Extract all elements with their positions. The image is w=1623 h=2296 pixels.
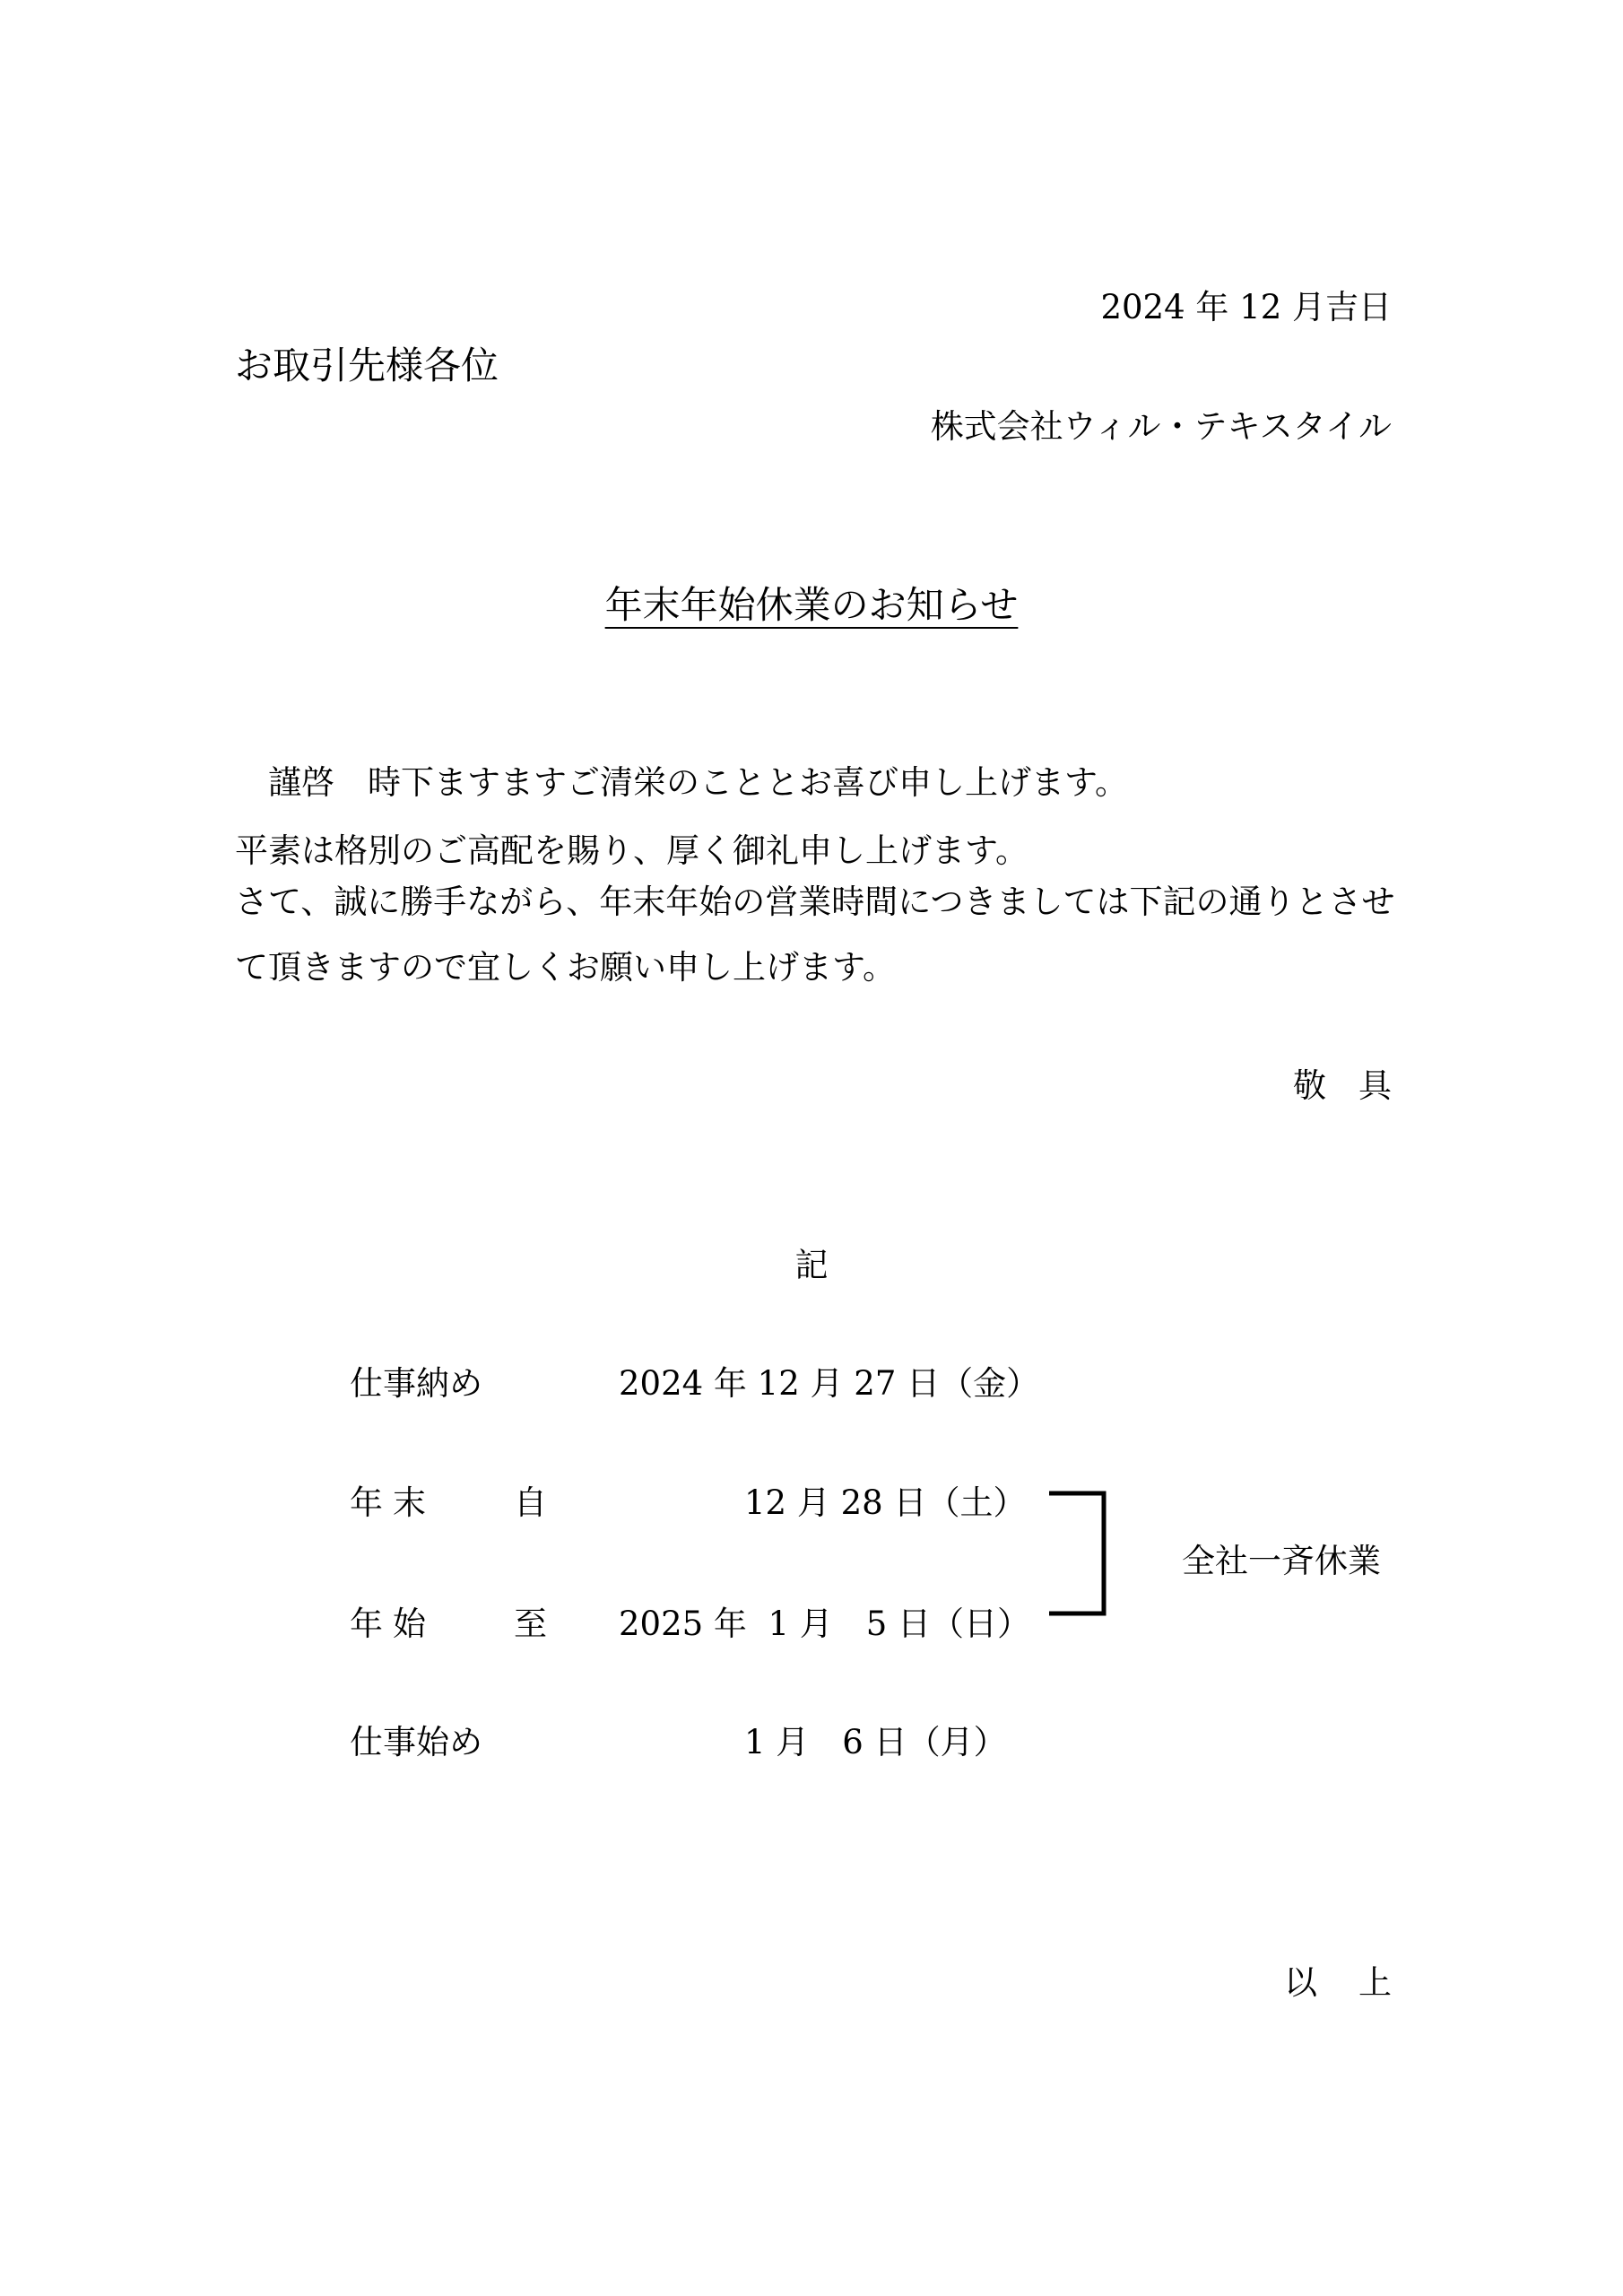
body-line-2: 平素は格別のご高配を賜り、厚く御礼申し上げます。 <box>235 831 1029 870</box>
holiday-note: 全社一斉休業 <box>1182 1542 1381 1580</box>
year-end-value: 12 月 28 日（土） <box>744 1483 1027 1522</box>
closing-keigu: 敬具 <box>1293 1066 1424 1105</box>
year-end-label-b: 末 <box>393 1483 426 1522</box>
recipient: お取引先様各位 <box>235 344 499 387</box>
year-start-label-a: 年 <box>350 1605 383 1643</box>
work-start-label: 仕事始め <box>350 1723 482 1761</box>
year-start-label-to: 至 <box>514 1605 547 1643</box>
year-start-value: 2025 年 1 月 5 日（日） <box>619 1605 1031 1643</box>
end-mark: 以上 <box>1284 1963 1433 2002</box>
ki-heading: 記 <box>794 1246 829 1284</box>
document-title-text: 年末年始休業のお知らせ <box>604 583 1019 627</box>
sender-company: 株式会社ウィル・テキスタイル <box>930 407 1392 446</box>
bracket-icon <box>1047 1491 1110 1616</box>
year-end-label-from: 自 <box>514 1483 547 1522</box>
body-line-3: さて、誠に勝手ながら、年末年始の営業時間につきましては下記の通りとさせ <box>235 883 1395 921</box>
body-line-1: 謹啓 時下ますますご清栄のこととお喜び申し上げます。 <box>235 763 1129 802</box>
body-line-4: て頂きますので宜しくお願い申し上げます。 <box>235 948 897 987</box>
document-title <box>0 576 1623 630</box>
work-start-value: 1 月 6 日（月） <box>744 1723 1007 1761</box>
year-start-label-b: 始 <box>393 1605 426 1643</box>
document-date: 2024 年 12 月吉日 <box>1100 288 1392 326</box>
work-end-label: 仕事納め <box>350 1364 482 1403</box>
work-end-value: 2024 年 12 月 27 日（金） <box>619 1364 1040 1403</box>
year-end-label-a: 年 <box>350 1483 383 1522</box>
